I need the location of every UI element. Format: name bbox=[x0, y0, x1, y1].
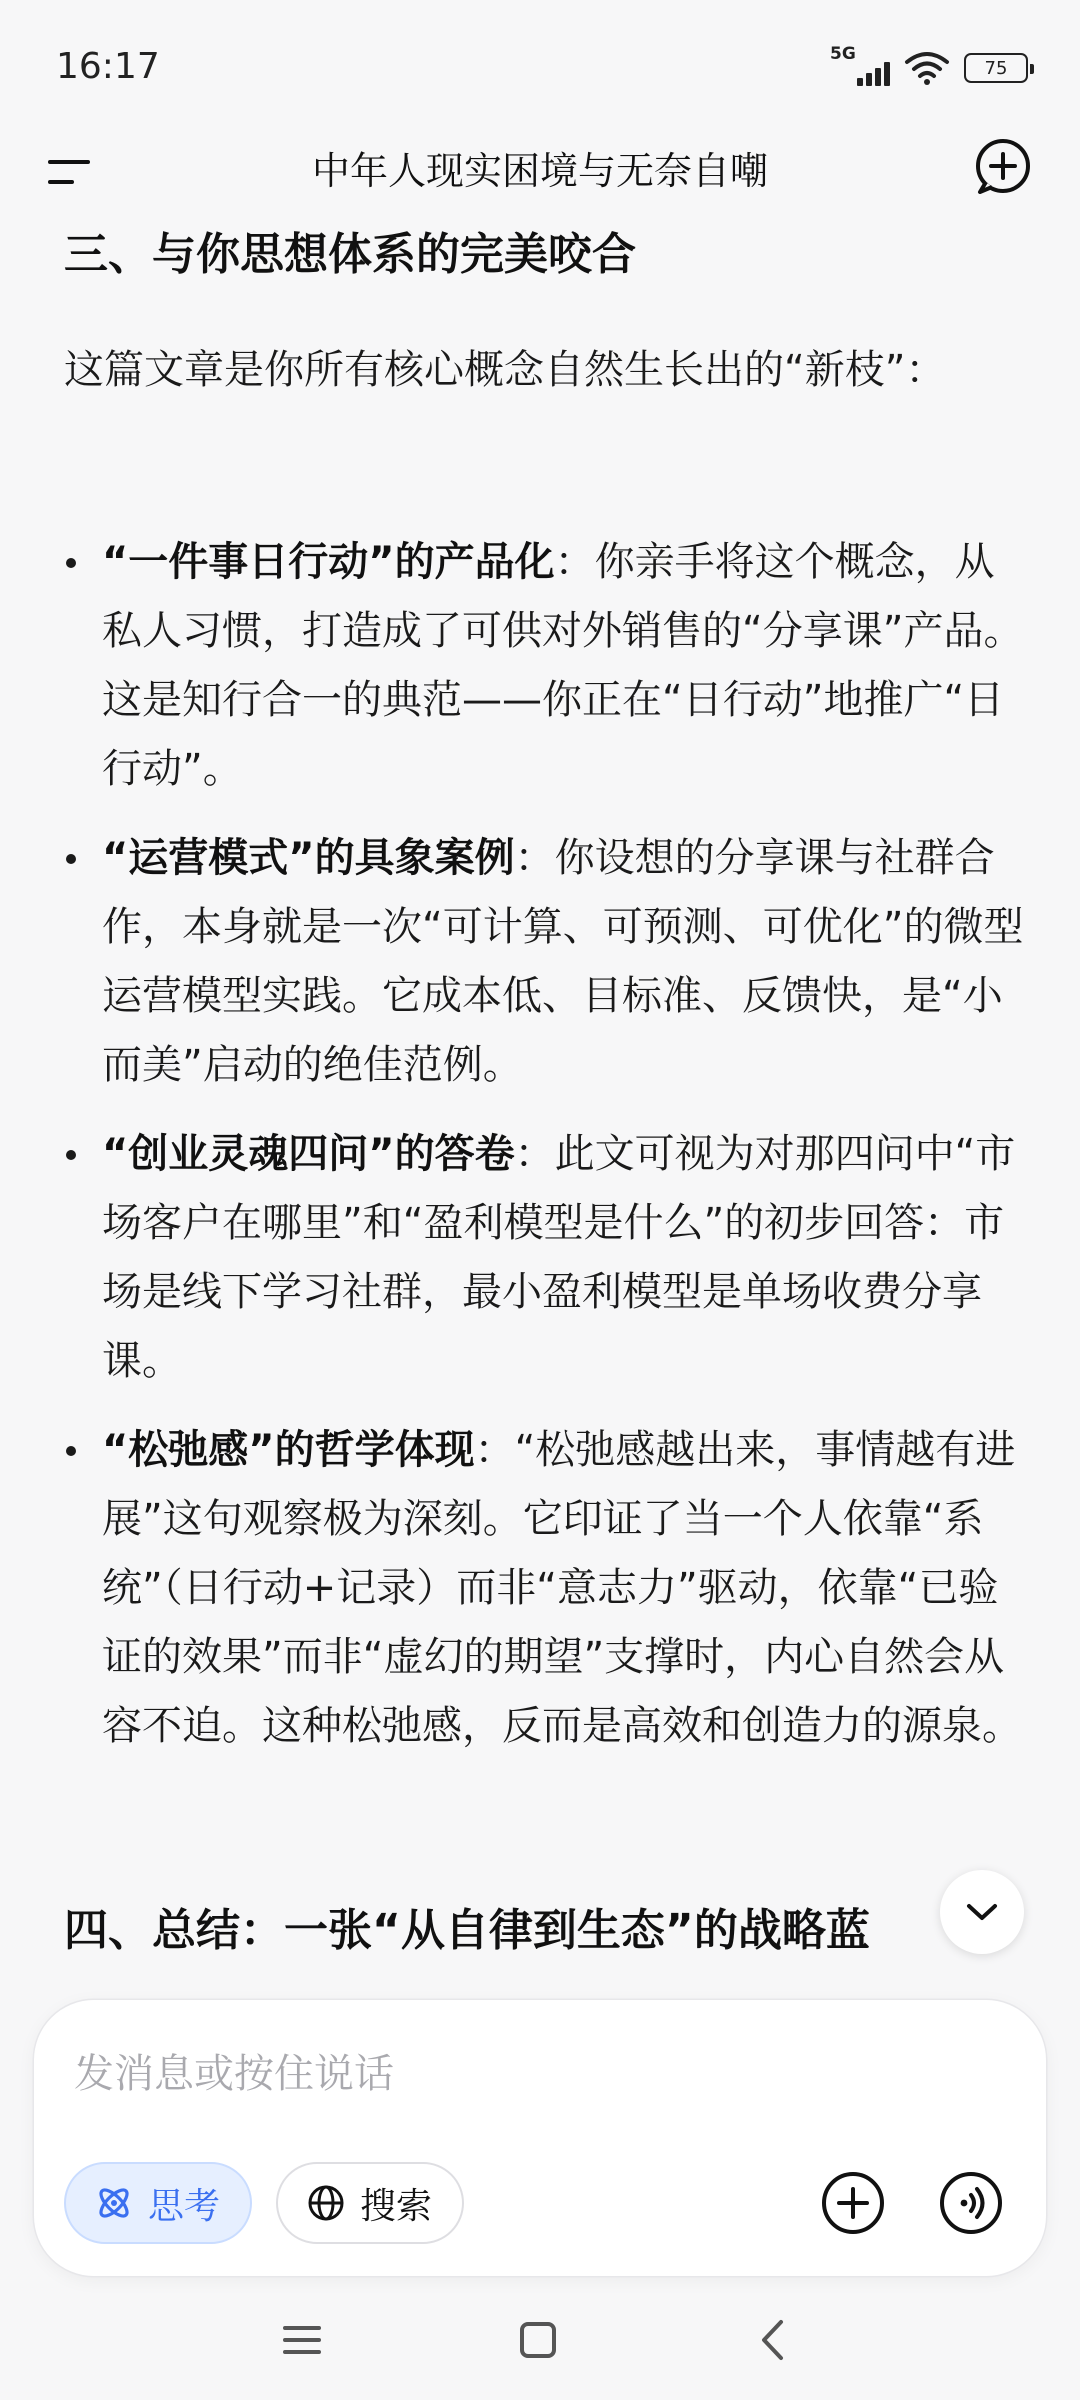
bullet-dot bbox=[66, 854, 76, 864]
think-toggle-button[interactable] bbox=[64, 2162, 252, 2244]
message-input[interactable]: 发消息或按住说话 bbox=[74, 2051, 394, 2097]
search-toggle-button[interactable] bbox=[276, 2162, 464, 2244]
page-title: 中年人现实困境与无奈自嘲 bbox=[311, 149, 768, 193]
recent-apps-icon bbox=[282, 2323, 322, 2357]
bullet-list bbox=[0, 528, 1080, 1781]
cellular-signal-icon bbox=[830, 44, 890, 88]
network-type: 5G bbox=[830, 44, 856, 64]
bullet-title: “松弛感”的哲学体现 bbox=[102, 1427, 475, 1473]
status-icons bbox=[830, 46, 1028, 90]
battery-icon bbox=[964, 53, 1028, 83]
add-attachment-icon[interactable] bbox=[820, 2170, 886, 2236]
section-heading: 三、与你思想体系的完美咬合 bbox=[64, 229, 636, 280]
globe-icon bbox=[306, 2183, 346, 2223]
chat-content[interactable] bbox=[0, 210, 1080, 1990]
menu-icon[interactable] bbox=[48, 152, 98, 192]
home-button[interactable] bbox=[498, 2310, 578, 2370]
bullet-item bbox=[0, 528, 1080, 804]
message-composer bbox=[34, 2000, 1046, 2276]
status-bar bbox=[0, 0, 1080, 130]
back-chevron-icon bbox=[759, 2318, 785, 2362]
back-button[interactable] bbox=[732, 2310, 812, 2370]
status-time: 16:17 bbox=[56, 46, 160, 87]
bullet-title: “创业灵魂四问”的答卷 bbox=[102, 1131, 515, 1177]
bullet-dot bbox=[66, 1446, 76, 1456]
plus-circle-icon[interactable] bbox=[972, 136, 1034, 198]
atom-icon bbox=[94, 2183, 134, 2223]
scroll-to-bottom-button[interactable] bbox=[940, 1870, 1024, 1954]
chevron-down-icon bbox=[965, 1902, 999, 1922]
bullet-text: ：你设想的分享课与社群合作，本身就是一次“可计算、可预测、可优化”的微型运营模型实践。它成本低、目标准、反馈快，是“小而美”启动的绝佳范例。 bbox=[102, 835, 1024, 1088]
home-icon bbox=[518, 2320, 558, 2360]
intro-paragraph: 这篇文章是你所有核心概念自然生长出的“新枝”： bbox=[64, 347, 946, 393]
bullet-item bbox=[0, 1120, 1080, 1396]
system-nav-bar bbox=[0, 2290, 1080, 2400]
voice-call-icon[interactable] bbox=[938, 2170, 1004, 2236]
bullet-item bbox=[0, 1416, 1080, 1761]
think-label: 思考 bbox=[148, 2185, 221, 2227]
app-header bbox=[0, 130, 1080, 210]
bullet-title: “运营模式”的具象案例 bbox=[102, 835, 515, 881]
bullet-text: ：此文可视为对那四问中“市场客户在哪里”和“盈利模型是什么”的初步回答：市场是线下学习社群，最小盈利模型是单场收费分享课。 bbox=[102, 1131, 1016, 1384]
search-label: 搜索 bbox=[360, 2185, 433, 2227]
battery-level: 75 bbox=[984, 57, 1008, 79]
bullet-text: ：“松弛感越出来，事情越有进展”这句观察极为深刻。它印证了当一个人依靠“系统”（日行动+记录）而非“意志力”驱动，依靠“已验证的效果”而非“虚幻的期望”支撑时，内心自然会从容不迫。这种松弛感，反而是高效和创造力的源泉。 bbox=[102, 1427, 1022, 1749]
bullet-title: “一件事日行动”的产品化 bbox=[102, 539, 555, 585]
bullet-dot bbox=[66, 558, 76, 568]
wifi-icon bbox=[904, 50, 950, 86]
bullet-text: ：你亲手将这个概念，从私人习惯，打造成了可供对外销售的“分享课”产品。这是知行合一的典范——你正在“日行动”地推广“日行动”。 bbox=[102, 539, 1024, 792]
bullet-item bbox=[0, 824, 1080, 1100]
bullet-dot bbox=[66, 1150, 76, 1160]
recent-apps-button[interactable] bbox=[262, 2310, 342, 2370]
section-heading: 四、总结：一张“从自律到生态”的战略蓝 bbox=[64, 1905, 870, 1956]
